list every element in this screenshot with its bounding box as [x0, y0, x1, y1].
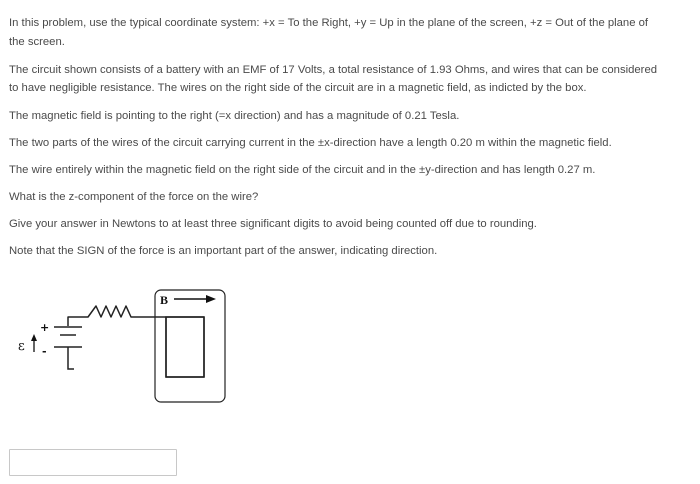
minus-label: - — [42, 345, 47, 358]
lower-wire — [68, 347, 74, 369]
question-text: What is the z-component of the force on the wire? — [9, 191, 259, 203]
field-label: B — [160, 293, 169, 307]
problem-text-line: In this problem, use the typical coordinate system: +x = To the Right, +y = Up in the plane of the screen, +z = Out of the plane of — [9, 17, 649, 29]
wire-loop-in-field — [166, 317, 204, 377]
emf-arrow-head — [31, 334, 37, 341]
field-arrow-head — [206, 295, 216, 303]
answer-input[interactable] — [9, 449, 177, 476]
plus-label: + — [40, 321, 50, 334]
problem-text-line: the screen. — [9, 36, 65, 48]
problem-text-line: The magnetic field is pointing to the right (=x direction) and has a magnitude of 0.21 Tesla. — [9, 110, 460, 122]
note-text: Note that the SIGN of the force is an important part of the answer, indicating direction. — [9, 245, 438, 257]
problem-text-line: The two parts of the wires of the circuit carrying current in the ±x-direction have a length 0.20 m within the magnetic field. — [9, 137, 612, 149]
instruction-text: Give your answer in Newtons to at least three significant digits to avoid being counted off due to rounding. — [9, 218, 537, 230]
problem-text-line: to have negligible resistance. The wires on the right side of the circuit are in a magnetic field, as indicted by the box. — [9, 82, 587, 94]
problem-text-line: The circuit shown consists of a battery with an EMF of 17 Volts, a total resistance of 1.93 Ohms, and wires that can be considered — [9, 64, 658, 76]
emf-label: ε — [18, 339, 25, 354]
problem-text-line: The wire entirely within the magnetic field on the right side of the circuit and in the ±y-direction and has length 0.27 m. — [9, 164, 596, 176]
